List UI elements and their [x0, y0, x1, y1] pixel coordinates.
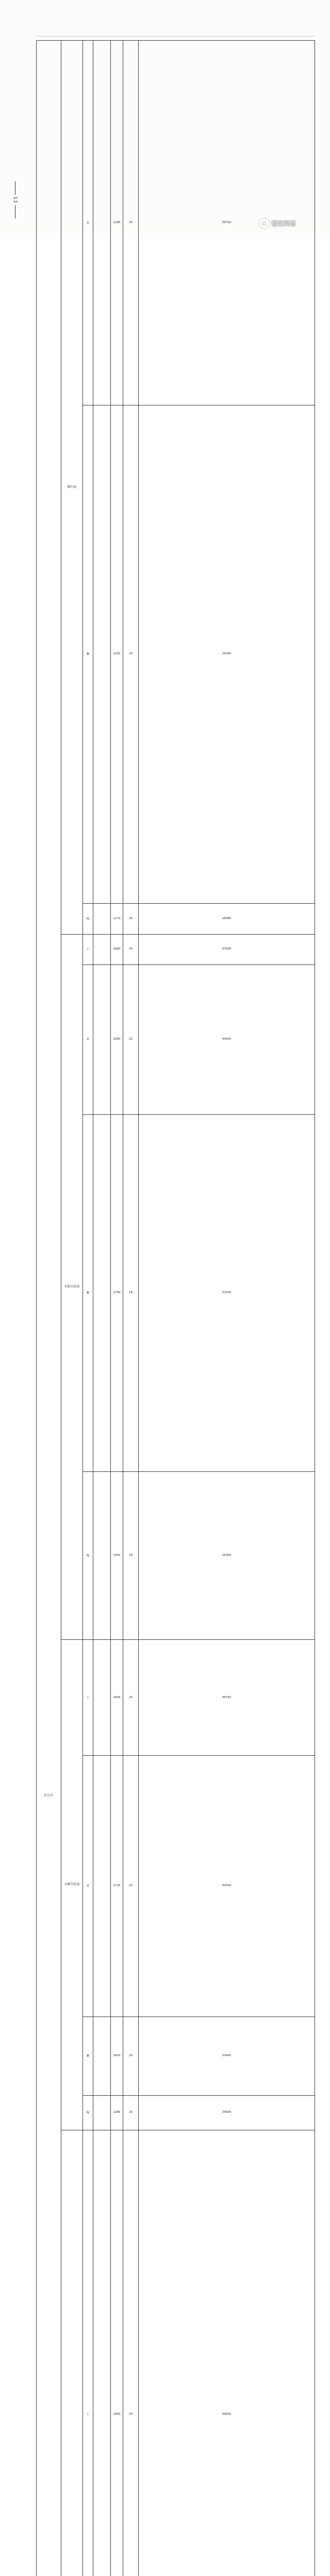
monthly-wage-cell: 1350	[111, 1472, 123, 1640]
spacer-cell	[93, 2016, 111, 2095]
watermark-text: 悟空问答	[271, 219, 296, 228]
grade-cell: Ⅲ	[83, 1114, 93, 1472]
spacer-cell	[93, 1640, 111, 1756]
spacer-cell	[93, 2095, 111, 2130]
monthly-wage-cell: 2000	[111, 965, 123, 1114]
monthly-wage-cell: 1280	[111, 41, 123, 405]
hourly-wage-cell: 25	[123, 934, 139, 965]
chat-bubble-icon: ●	[259, 218, 269, 228]
county-cell	[61, 2130, 83, 2576]
annual-wage-cell: 28080	[139, 904, 315, 935]
county-cell: 秭归县	[61, 41, 83, 935]
spacer-cell	[93, 2130, 111, 2576]
table-row	[37, 934, 315, 965]
annual-wage-cell: 49000	[139, 2130, 315, 2576]
grade-cell: Ⅳ	[83, 2095, 93, 2130]
annual-wage-cell: 45750	[139, 1640, 315, 1756]
hourly-wage-cell: 24	[123, 904, 139, 935]
grade-cell: Ⅰ	[83, 934, 93, 965]
grade-cell: Ⅰ	[83, 2130, 93, 2576]
grade-cell: Ⅳ	[83, 904, 93, 935]
annual-wage-cell: 67000	[139, 934, 315, 965]
monthly-wage-cell: 1720	[111, 1756, 123, 2016]
monthly-wage-cell: 1750	[111, 1114, 123, 1472]
spacer-cell	[93, 965, 111, 1114]
spacer-cell	[93, 41, 111, 405]
hourly-wage-cell: 25	[123, 1640, 139, 1756]
grade-cell: Ⅱ	[83, 1756, 93, 2016]
annual-wage-cell: 44000	[139, 965, 315, 1114]
monthly-wage-cell: 1830	[111, 1640, 123, 1756]
grade-cell: Ⅰ	[83, 1640, 93, 1756]
grade-cell: Ⅳ	[83, 1472, 93, 1640]
annual-wage-cell: 32400	[139, 2016, 315, 2095]
hourly-wage-cell: 22	[123, 965, 139, 1114]
grade-cell: Ⅲ	[83, 405, 93, 903]
table-row	[37, 1640, 315, 1756]
spacer-cell	[93, 405, 111, 903]
hourly-wage-cell: 24	[123, 405, 139, 903]
annual-wage-cell: 31500	[139, 1114, 315, 1472]
grade-cell: Ⅱ	[83, 965, 93, 1114]
hourly-wage-cell: 18	[123, 1114, 139, 1472]
grade-cell: Ⅲ	[83, 2016, 93, 2095]
wage-standard-table	[36, 40, 315, 2576]
spacer-cell	[93, 934, 111, 965]
hourly-wage-cell: 20	[123, 2095, 139, 2130]
county-cell: 长阳自治县	[61, 934, 83, 1639]
monthly-wage-cell: 2680	[111, 934, 123, 965]
spacer-cell	[93, 904, 111, 935]
spacer-cell	[93, 1114, 111, 1472]
monthly-wage-cell: 1620	[111, 2016, 123, 2095]
hourly-wage-cell: 20	[123, 2016, 139, 2095]
annual-wage-cell: 30720	[139, 41, 315, 405]
annual-wage-cell: 43000	[139, 1756, 315, 2016]
hourly-wage-cell: 25	[123, 1756, 139, 2016]
monthly-wage-cell: 1170	[111, 904, 123, 935]
annual-wage-cell: 24300	[139, 1472, 315, 1640]
spacer-cell	[93, 1756, 111, 2016]
monthly-wage-cell: 1280	[111, 2095, 123, 2130]
county-cell: 五峰自治县	[61, 1640, 83, 2130]
city-cell: 宜昌市	[37, 41, 61, 2576]
monthly-wage-cell: 2450	[111, 2130, 123, 2576]
hourly-wage-cell: 24	[123, 41, 139, 405]
hourly-wage-cell: 18	[123, 1472, 139, 1640]
page-number	[11, 181, 19, 218]
spacer-cell	[93, 1472, 111, 1640]
monthly-wage-cell: 1220	[111, 405, 123, 903]
annual-wage-cell: 29280	[139, 405, 315, 903]
hourly-wage-cell: 20	[123, 2130, 139, 2576]
cropped-table-edge	[36, 36, 315, 37]
document-page	[0, 0, 330, 233]
grade-cell: Ⅱ	[83, 41, 93, 405]
annual-wage-cell: 25600	[139, 2095, 315, 2130]
page-number-text: 13	[12, 196, 18, 204]
watermark	[259, 218, 296, 228]
table-row	[37, 2130, 315, 2576]
